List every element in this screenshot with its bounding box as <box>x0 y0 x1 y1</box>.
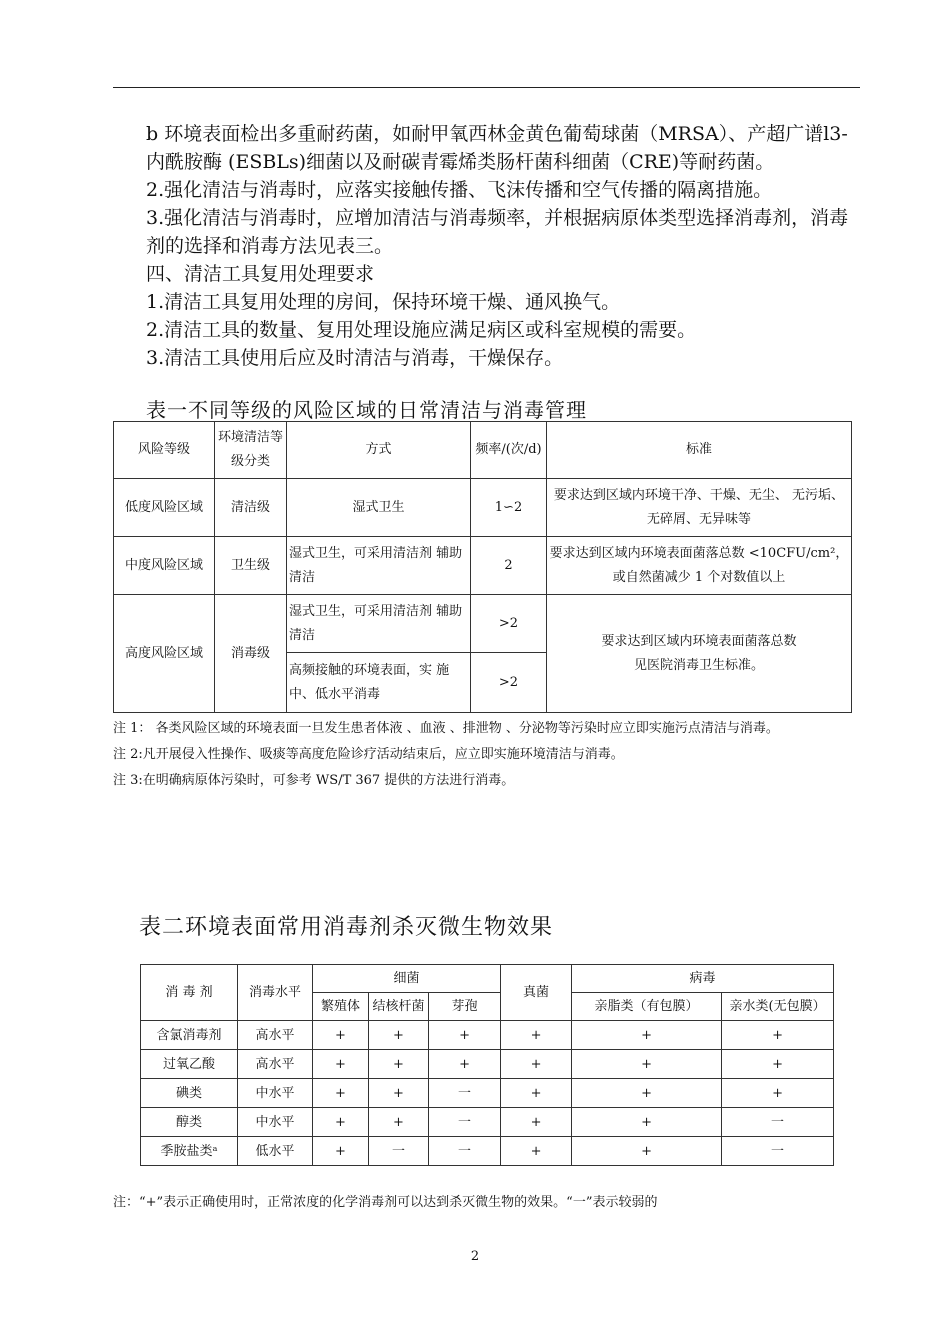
header-rule <box>113 87 860 88</box>
table-cell: 过氧乙酸 <box>141 1050 238 1079</box>
table-row <box>141 1021 834 1050</box>
table-cell: + <box>429 1021 501 1050</box>
header-cell: 芽孢 <box>429 993 501 1021</box>
header-cell: 频率/(次/d) <box>471 422 547 479</box>
header-cell: 亲脂类（有包膜） <box>572 993 722 1021</box>
table-cell: + <box>429 1050 501 1079</box>
table-cell: 中水平 <box>238 1079 313 1108</box>
table-cell: 卫生级 <box>215 537 287 595</box>
table-cell: + <box>501 1021 572 1050</box>
table-cell: 消毒级 <box>215 595 287 713</box>
table-cell: + <box>313 1079 369 1108</box>
header-cell: 标准 <box>547 422 852 479</box>
page-number: 2 <box>470 1249 480 1264</box>
table-cell: 要求达到区域内环境干净、干燥、无尘、 无污垢、无碎屑、无异味等 <box>547 479 852 537</box>
table-cell: 含氯消毒剂 <box>141 1021 238 1050</box>
table-cell: 1∽2 <box>471 479 547 537</box>
table-cell: + <box>501 1050 572 1079</box>
table2-footnote: 注：“+”表示正确使用时，正常浓度的化学消毒剂可以达到杀灭微生物的效果。“一”表示较弱的 <box>113 1195 658 1210</box>
table-cell: + <box>313 1021 369 1050</box>
table-row <box>141 1108 834 1137</box>
table-cell: 一 <box>369 1137 429 1166</box>
table-cell: + <box>313 1108 369 1137</box>
table-cell: 2 <box>471 537 547 595</box>
table-cell: 高水平 <box>238 1050 313 1079</box>
table-cell: 碘类 <box>141 1079 238 1108</box>
note: 注 3:在明确病原体污染时，可参考 WS/T 367 提供的方法进行消毒。 <box>113 773 515 788</box>
table-cell: + <box>313 1137 369 1166</box>
table-cell: 醇类 <box>141 1108 238 1137</box>
table-cell: + <box>369 1079 429 1108</box>
table-cell: + <box>369 1021 429 1050</box>
table-cell <box>547 595 852 713</box>
table-cell: 湿式卫生，可采用清洁剂 辅助清洁 <box>287 595 471 653</box>
table-cell: + <box>369 1050 429 1079</box>
table-cell: 湿式卫生 <box>287 479 471 537</box>
header-cell: 环境清洁等级分类 <box>215 422 287 479</box>
table-cell: 中水平 <box>238 1108 313 1137</box>
table-row <box>114 595 852 653</box>
risk-area-table <box>113 421 852 713</box>
paragraph: 1.清洁工具复用处理的房间，保持环境干燥、通风换气。 <box>146 291 621 313</box>
table-cell: 一 <box>429 1137 501 1166</box>
header-cell: 风险等级 <box>114 422 215 479</box>
header-cell: 亲水类(无包膜） <box>722 993 834 1021</box>
table-cell: + <box>501 1137 572 1166</box>
table-cell: 中度风险区域 <box>114 537 215 595</box>
table-cell: + <box>722 1050 834 1079</box>
table-cell: 高频接触的环境表面，实 施中、低水平消毒 <box>287 653 471 713</box>
table-cell: + <box>572 1079 722 1108</box>
table-row <box>114 479 852 537</box>
table-cell: + <box>501 1079 572 1108</box>
section-heading: 四、清洁工具复用处理要求 <box>146 263 375 285</box>
table-cell: 季胺盐类ᵃ <box>141 1137 238 1166</box>
table2-caption: 表二环境表面常用消毒剂杀灭微生物效果 <box>139 915 554 940</box>
table-row <box>141 1050 834 1079</box>
note: 注 2:凡开展侵入性操作、吸痰等高度危险诊疗活动结束后，应立即实施环境清洁与消毒。 <box>113 747 624 762</box>
paragraph: b 环境表面检出多重耐药菌，如耐甲氧西林金黄色葡萄球菌（MRSA）、产超广谱l3-内酰胺酶 (ESBLs)细菌以及耐碳青霉烯类肠杆菌科细菌（CRE)等耐药菌。 <box>146 123 848 173</box>
header-cell: 消 毒 剂 <box>141 965 238 1021</box>
table-header-row <box>141 965 834 993</box>
header-cell: 消毒水平 <box>238 965 313 1021</box>
table-cell: + <box>369 1108 429 1137</box>
table-cell: 高度风险区域 <box>114 595 215 713</box>
table-cell: + <box>313 1050 369 1079</box>
header-cell: 繁殖体 <box>313 993 369 1021</box>
table-cell: + <box>722 1079 834 1108</box>
body-text <box>146 120 862 372</box>
header-cell: 细菌 <box>313 965 501 993</box>
table-cell: 一 <box>722 1137 834 1166</box>
table-cell: + <box>572 1021 722 1050</box>
table-cell: 低水平 <box>238 1137 313 1166</box>
table-cell: >2 <box>471 595 547 653</box>
table-cell: 一 <box>429 1079 501 1108</box>
table-cell: + <box>722 1021 834 1050</box>
header-cell: 病毒 <box>572 965 834 993</box>
table-cell: 湿式卫生，可采用清洁剂 辅助清洁 <box>287 537 471 595</box>
table-row <box>114 537 852 595</box>
table-cell: + <box>501 1108 572 1137</box>
table1-caption: 表一不同等级的风险区域的日常清洁与消毒管理 <box>146 398 587 422</box>
paragraph: 2.清洁工具的数量、复用处理设施应满足病区或科室规模的需要。 <box>146 319 697 341</box>
table-cell: 要求达到区域内环境表面菌落总数 <10CFU/cm²，或自然菌减少 1 个对数值以上 <box>547 537 852 595</box>
table-cell: >2 <box>471 653 547 713</box>
table-cell: 高水平 <box>238 1021 313 1050</box>
table-cell: 清洁级 <box>215 479 287 537</box>
note: 注 1： 各类风险区域的环境表面一旦发生患者体液 、血液 、排泄物 、分泌物等污染时应立即实施污点清洁与消毒。 <box>113 721 779 736</box>
table-cell: + <box>572 1108 722 1137</box>
standard-line: 见医院消毒卫生标准。 <box>633 657 764 673</box>
paragraph: 2.强化清洁与消毒时，应落实接触传播、飞沫传播和空气传播的隔离措施。 <box>146 179 773 201</box>
table-cell: 一 <box>429 1108 501 1137</box>
table-cell: 低度风险区域 <box>114 479 215 537</box>
table-row <box>141 1079 834 1108</box>
table-cell: + <box>572 1137 722 1166</box>
table-cell: 一 <box>722 1108 834 1137</box>
standard-line: 要求达到区域内环境表面菌落总数 <box>601 633 797 649</box>
table-cell: + <box>572 1050 722 1079</box>
header-cell: 真菌 <box>501 965 572 1021</box>
paragraph: 3.强化清洁与消毒时，应增加清洁与消毒频率，并根据病原体类型选择消毒剂，消毒剂的选择和消毒方法见表三。 <box>146 207 849 257</box>
table-header-row <box>114 422 852 479</box>
paragraph: 3.清洁工具使用后应及时清洁与消毒，干燥保存。 <box>146 347 564 369</box>
header-cell: 结核杆菌 <box>369 993 429 1021</box>
disinfectant-effect-table <box>140 964 834 1166</box>
header-cell: 方式 <box>287 422 471 479</box>
table-row <box>141 1137 834 1166</box>
table1-notes <box>113 716 863 794</box>
